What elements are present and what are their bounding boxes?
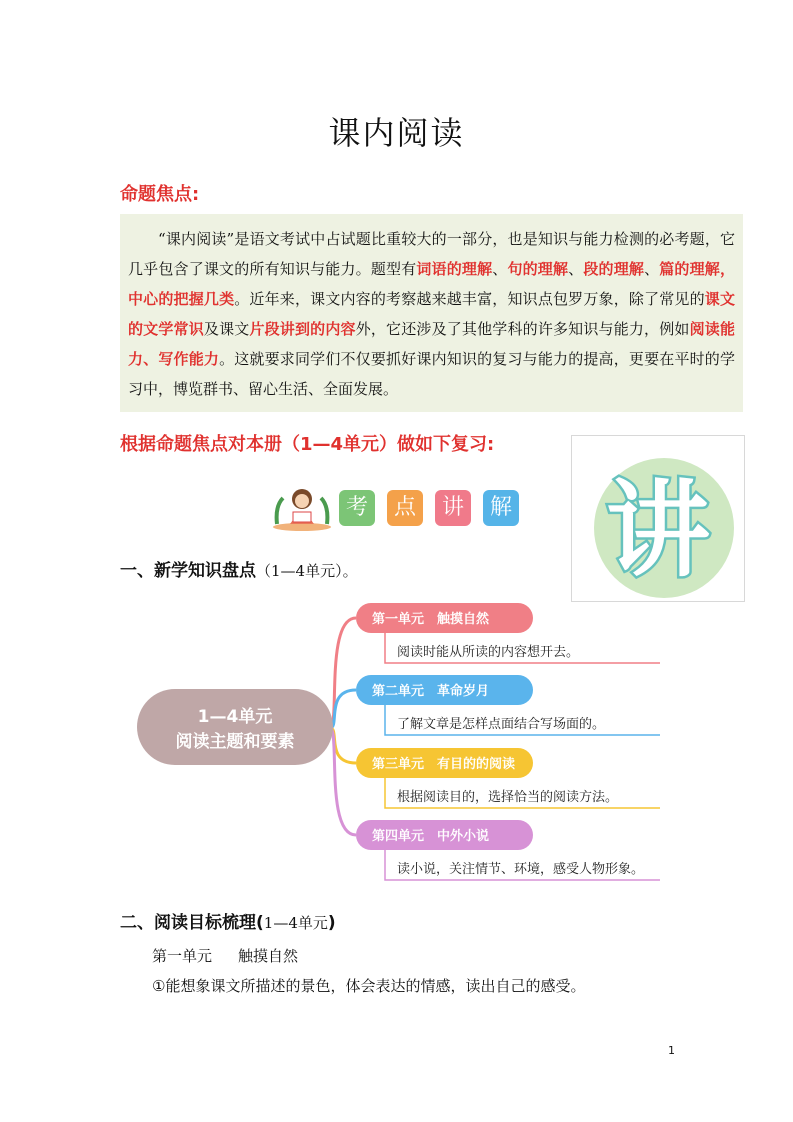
focus-text: 、 bbox=[568, 260, 584, 278]
section-2-title: 二、阅读目标梳理( bbox=[120, 913, 264, 933]
mindmap bbox=[120, 595, 680, 895]
section-1-heading bbox=[120, 556, 358, 581]
focus-text: 。这就要求同学们不仅要抓好课内知识的复习与能力的提高，更要在平时的学习中，博览群书、留心生活、全面发展。 bbox=[128, 350, 735, 398]
center-line-2: 阅读主题和要素 bbox=[175, 732, 295, 752]
focus-text: “课内阅读”是语文考试中占试题比重较大的一部分，也是知识与能力检测的必考题，它几乎包含了课文的所有知识与能力。题型有 bbox=[128, 230, 735, 278]
branch-label: 第一单元 触摸自然 bbox=[372, 612, 490, 627]
section-2-close: ) bbox=[327, 913, 336, 933]
focus-box bbox=[120, 214, 743, 412]
reading-girl-icon bbox=[271, 484, 333, 532]
badge-char-dian: 点 bbox=[387, 490, 423, 526]
focus-highlight: 课文的文学常识 bbox=[128, 290, 735, 338]
center-line-1: 1—4单元 bbox=[197, 707, 273, 727]
focus-text: 及课文 bbox=[203, 320, 250, 338]
branch-note: 阅读时能从所读的内容想开去。 bbox=[397, 645, 580, 660]
badge-char-jiang: 讲 bbox=[435, 490, 471, 526]
badge-char-jie: 解 bbox=[483, 490, 519, 526]
branch-note: 了解文章是怎样点面结合写场面的。 bbox=[397, 717, 606, 732]
section-2-sub: 1—4单元 bbox=[263, 914, 328, 932]
unit1-line bbox=[152, 945, 298, 966]
page-number: 1 bbox=[668, 1044, 675, 1057]
focus-highlight: 段的理解 bbox=[583, 260, 645, 278]
unit1-theme: 触摸自然 bbox=[238, 947, 299, 965]
focus-highlight: 篇的理解，中心的把握几类 bbox=[128, 260, 735, 308]
kaodian-badge bbox=[271, 484, 531, 532]
jiang-sticker bbox=[571, 435, 745, 602]
focus-heading: 命题焦点: bbox=[120, 184, 200, 205]
section-1-sub: （1—4单元）。 bbox=[256, 562, 358, 580]
badge-char-kao: 考 bbox=[339, 490, 375, 526]
branch-label: 第二单元 革命岁月 bbox=[372, 684, 490, 699]
branch-note: 根据阅读目的，选择恰当的阅读方法。 bbox=[397, 790, 619, 805]
focus-text: 。近年来，课文内容的考察越来越丰富，知识点包罗万象，除了常见的 bbox=[234, 290, 705, 308]
focus-highlight: 片段讲到的内容 bbox=[249, 320, 356, 338]
jiang-character: 讲 bbox=[605, 469, 711, 591]
branch-note: 读小说，关注情节、环境，感受人物形象。 bbox=[397, 862, 645, 877]
section-2-heading bbox=[120, 908, 336, 933]
branch-connector bbox=[330, 728, 356, 835]
section-1-title: 一、新学知识盘点 bbox=[120, 561, 256, 581]
unit1-name: 第一单元 bbox=[152, 947, 213, 965]
focus-highlight: 词语的理解 bbox=[416, 260, 493, 278]
branch-label: 第四单元 中外小说 bbox=[372, 829, 490, 844]
branch-label: 第三单元 有目的的阅读 bbox=[372, 757, 516, 772]
focus-text: 外，它还涉及了其他学科的许多知识与能力，例如 bbox=[355, 320, 690, 338]
focus-highlight: 句的理解 bbox=[507, 260, 569, 278]
focus-text: 、 bbox=[644, 260, 660, 278]
focus-highlight: 阅读能力、写作能力 bbox=[128, 320, 735, 368]
goal-1: ①能想象课文所描述的景色，体会表达的情感，读出自己的感受。 bbox=[152, 977, 586, 995]
focus-paragraph bbox=[128, 224, 735, 404]
page-title: 课内阅读 bbox=[328, 114, 465, 152]
review-heading: 根据命题焦点对本册（1—4单元）做如下复习: bbox=[120, 434, 495, 455]
focus-text: 、 bbox=[492, 260, 508, 278]
mindmap-center bbox=[137, 689, 333, 765]
